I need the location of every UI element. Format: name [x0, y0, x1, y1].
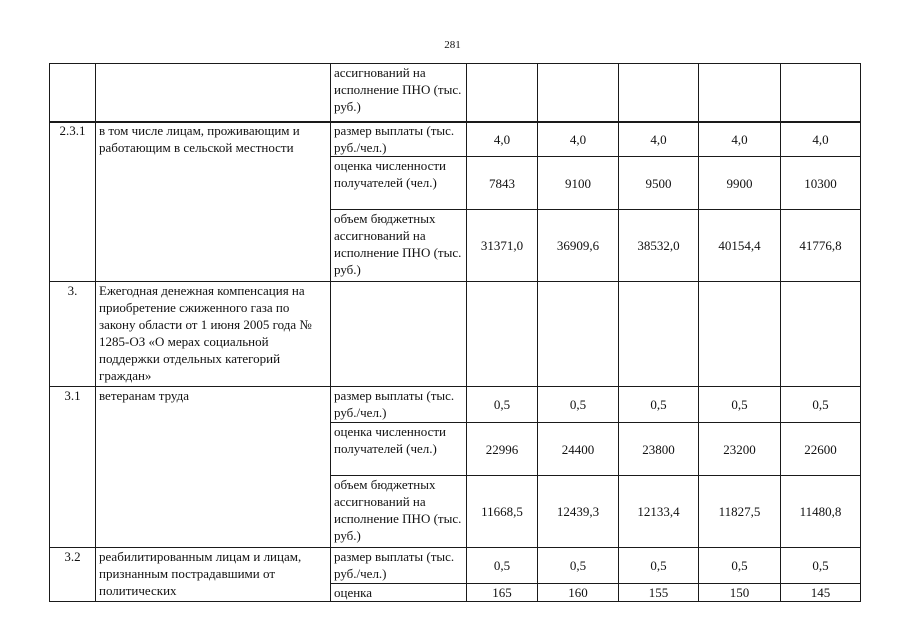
value-cell: 0,5 [699, 387, 781, 423]
budget-table [49, 63, 861, 123]
value-cell: 9900 [699, 157, 781, 210]
value-cell [781, 64, 861, 123]
value-cell [619, 64, 699, 123]
value-cell: 145 [781, 584, 861, 602]
value-cell [467, 64, 538, 123]
value-cell [699, 282, 781, 387]
table-row [50, 122, 861, 157]
indicator-cell: объем бюджетных ассигнований на исполнение ПНО (тыс. руб.) [331, 476, 467, 548]
indicator-cell: ассигнований на исполнение ПНО (тыс. руб.) [331, 64, 467, 123]
row-name: реабилитированным лицам и лицам, признанным пострадавшими от политических [96, 548, 331, 602]
value-cell: 41776,8 [781, 210, 861, 282]
indicator-cell: оценка [331, 584, 467, 602]
value-cell: 24400 [538, 423, 619, 476]
indicator-cell: оценка численности получателей (чел.) [331, 157, 467, 210]
value-cell: 40154,4 [699, 210, 781, 282]
value-cell: 11827,5 [699, 476, 781, 548]
indicator-cell: оценка численности получателей (чел.) [331, 423, 467, 476]
row-number: 3.1 [50, 387, 96, 548]
value-cell [699, 64, 781, 123]
value-cell: 36909,6 [538, 210, 619, 282]
value-cell: 12133,4 [619, 476, 699, 548]
value-cell: 0,5 [699, 548, 781, 584]
value-cell [619, 282, 699, 387]
value-cell: 160 [538, 584, 619, 602]
value-cell: 11668,5 [467, 476, 538, 548]
value-cell: 7843 [467, 157, 538, 210]
table-row [50, 282, 861, 387]
value-cell: 0,5 [467, 548, 538, 584]
value-cell: 23200 [699, 423, 781, 476]
value-cell: 4,0 [781, 122, 861, 157]
value-cell: 155 [619, 584, 699, 602]
value-cell [538, 282, 619, 387]
indicator-cell: размер выплаты (тыс. руб./чел.) [331, 122, 467, 157]
row-name: Ежегодная денежная компенсация на приобретение сжиженного газа по закону области от 1 июня 2005 года № 1285-ОЗ «О мерах социальной поддержки отдельных категорий граждан» [96, 282, 331, 387]
table-row [50, 64, 861, 123]
value-cell: 0,5 [619, 548, 699, 584]
budget-table-main [49, 121, 861, 602]
value-cell: 11480,8 [781, 476, 861, 548]
row-name: в том числе лицам, проживающим и работающим в сельской местности [96, 122, 331, 282]
value-cell: 10300 [781, 157, 861, 210]
value-cell: 4,0 [619, 122, 699, 157]
value-cell: 23800 [619, 423, 699, 476]
value-cell: 0,5 [538, 387, 619, 423]
value-cell [538, 64, 619, 123]
indicator-cell: размер выплаты (тыс. руб./чел.) [331, 387, 467, 423]
table-row [50, 387, 861, 423]
value-cell: 9500 [619, 157, 699, 210]
indicator-cell: объем бюджетных ассигнований на исполнение ПНО (тыс. руб.) [331, 210, 467, 282]
indicator-cell: размер выплаты (тыс. руб./чел.) [331, 548, 467, 584]
row-number: 2.3.1 [50, 122, 96, 282]
value-cell: 22996 [467, 423, 538, 476]
value-cell: 150 [699, 584, 781, 602]
value-cell: 0,5 [781, 548, 861, 584]
value-cell [467, 282, 538, 387]
page-number: 281 [444, 39, 461, 51]
value-cell: 0,5 [619, 387, 699, 423]
value-cell: 38532,0 [619, 210, 699, 282]
value-cell: 165 [467, 584, 538, 602]
table-row [50, 548, 861, 584]
value-cell [781, 282, 861, 387]
value-cell: 4,0 [538, 122, 619, 157]
row-number: 3.2 [50, 548, 96, 602]
value-cell: 22600 [781, 423, 861, 476]
row-name [96, 64, 331, 123]
value-cell: 12439,3 [538, 476, 619, 548]
row-name: ветеранам труда [96, 387, 331, 548]
row-number [50, 64, 96, 123]
value-cell: 31371,0 [467, 210, 538, 282]
indicator-cell [331, 282, 467, 387]
value-cell: 0,5 [781, 387, 861, 423]
value-cell: 0,5 [538, 548, 619, 584]
row-number: 3. [50, 282, 96, 387]
value-cell: 4,0 [467, 122, 538, 157]
value-cell: 0,5 [467, 387, 538, 423]
value-cell: 9100 [538, 157, 619, 210]
value-cell: 4,0 [699, 122, 781, 157]
